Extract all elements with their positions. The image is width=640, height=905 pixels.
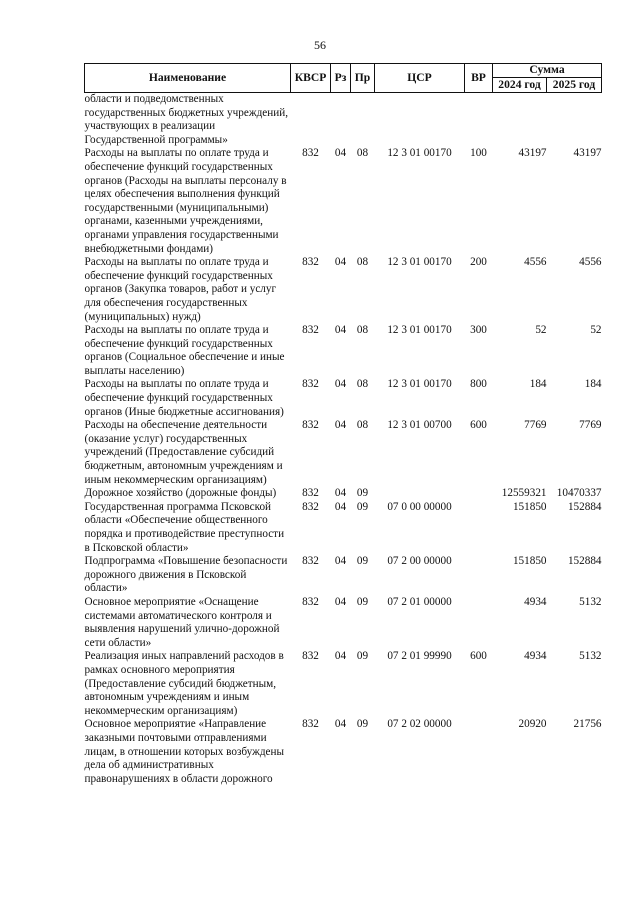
table-row	[85, 419, 602, 487]
cell-pr: 08	[356, 256, 369, 269]
cell-name: Основное мероприятие «Направление заказными почтовыми отправлениями лицам, в отношении которых возбуждены дела об административных правонарушениях в области дорожного	[84, 718, 284, 785]
cell-pr: 08	[356, 419, 369, 432]
cell-csr: 07 2 01 99990	[387, 650, 452, 663]
cell-sum-2025: 5132	[579, 650, 602, 663]
cell-csr: 12 3 01 00170	[387, 256, 452, 269]
cell-rz	[331, 93, 351, 148]
cell-sum-2024: 4934	[524, 650, 547, 663]
cell-rz: 04	[334, 650, 347, 663]
cell-csr: 07 0 00 00000	[387, 500, 452, 513]
cell-rz: 04	[334, 487, 347, 500]
cell-name: Расходы на выплаты по оплате труда и обеспечение функций государственных органов (Социальное обеспечение и иные выплаты населению)	[84, 324, 285, 377]
header-rz: Рз	[331, 64, 351, 93]
cell-name: Расходы на выплаты по оплате труда и обеспечение функций государственных органов (Закупка товаров, работ и услуг для обеспечения государственных (муниципальных) нужд)	[84, 256, 277, 323]
cell-sum-2025: 7769	[579, 419, 602, 432]
cell-kvsr: 832	[302, 650, 319, 663]
cell-sum-2024: 4934	[524, 595, 547, 608]
table-row	[85, 147, 602, 256]
header-name: Наименование	[85, 64, 291, 93]
header-sum: Сумма	[493, 64, 602, 78]
cell-csr: 07 2 00 00000	[387, 555, 452, 568]
cell-csr: 07 2 02 00000	[387, 718, 452, 731]
cell-kvsr: 832	[302, 487, 319, 500]
cell-vr: 300	[470, 324, 487, 337]
cell-vr	[465, 596, 493, 650]
cell-sum-2025: 21756	[573, 718, 602, 731]
cell-sum-2025: 152884	[567, 500, 602, 513]
cell-rz: 04	[334, 595, 347, 608]
cell-pr: 08	[356, 147, 369, 160]
cell-pr	[351, 93, 375, 148]
cell-rz: 04	[334, 419, 347, 432]
cell-csr	[375, 93, 465, 148]
cell-csr: 12 3 01 00170	[387, 147, 452, 160]
cell-vr: 600	[470, 650, 487, 663]
cell-csr	[375, 487, 465, 501]
cell-sum-2024: 43197	[518, 147, 547, 160]
cell-kvsr: 832	[302, 256, 319, 269]
header-pr: Пр	[351, 64, 375, 93]
cell-vr: 100	[470, 147, 487, 160]
cell-name: Основное мероприятие «Оснащение системами автоматического контроля и выявления нарушений улично-дорожной сети области»	[84, 595, 280, 649]
cell-csr: 07 2 01 00000	[387, 595, 452, 608]
cell-sum-2025: 184	[584, 378, 602, 391]
cell-pr: 08	[356, 378, 369, 391]
cell-kvsr: 832	[302, 500, 319, 513]
cell-vr	[465, 718, 493, 786]
cell-pr: 09	[356, 718, 369, 731]
cell-vr	[465, 555, 493, 596]
cell-name: Дорожное хозяйство (дорожные фонды)	[84, 487, 277, 500]
cell-sum-2025: 43197	[573, 147, 602, 160]
table-row	[85, 93, 602, 148]
cell-sum-2024: 151850	[512, 500, 547, 513]
header-csr: ЦСР	[375, 64, 465, 93]
cell-name: области и подведомственных государственных бюджетных учреждений, участвующих в реализации Государственной программы»	[84, 93, 288, 146]
header-year-2025: 2025 год	[547, 77, 602, 92]
table-row	[85, 256, 602, 324]
cell-pr: 08	[356, 324, 369, 337]
header-year-2024: 2024 год	[493, 77, 547, 92]
table-row	[85, 596, 602, 650]
cell-sum-2024: 20920	[518, 718, 547, 731]
cell-sum-2025: 4556	[579, 256, 602, 269]
cell-pr: 09	[356, 555, 369, 568]
table-header	[85, 64, 602, 93]
cell-csr: 12 3 01 00170	[387, 324, 452, 337]
table-row	[85, 650, 602, 718]
cell-name: Государственная программа Псковской области «Обеспечение общественного порядка и противодействие преступности в Псковской области»	[84, 500, 285, 554]
cell-vr: 200	[470, 256, 487, 269]
cell-sum-2024	[493, 93, 547, 148]
cell-rz: 04	[334, 256, 347, 269]
cell-kvsr: 832	[302, 595, 319, 608]
cell-vr	[465, 487, 493, 501]
cell-sum-2024: 52	[535, 324, 547, 337]
cell-name: Подпрограмма «Повышение безопасности дорожного движения в Псковской области»	[84, 555, 288, 595]
table-body	[85, 93, 602, 787]
cell-kvsr: 832	[302, 324, 319, 337]
cell-name: Расходы на обеспечение деятельности (оказание услуг) государственных учреждений (Предоставление субсидий бюджетным, автономным учреждениям и иным некоммерческим организациям)	[84, 419, 283, 486]
budget-table	[84, 63, 602, 786]
cell-rz: 04	[334, 500, 347, 513]
cell-pr: 09	[356, 650, 369, 663]
cell-kvsr: 832	[302, 419, 319, 432]
cell-vr	[465, 93, 493, 148]
cell-pr: 09	[356, 487, 369, 500]
cell-rz: 04	[334, 324, 347, 337]
cell-pr: 09	[356, 500, 369, 513]
cell-rz: 04	[334, 378, 347, 391]
table-row	[85, 555, 602, 596]
cell-csr: 12 3 01 00170	[387, 378, 452, 391]
cell-name: Расходы на выплаты по оплате труда и обеспечение функций государственных органов (Расходы на выплаты персоналу в целях обеспечения выполнения функций государственными (муниципальными) органами, казенными учреждениями, органами управления государственными внебюджетными фондами)	[84, 147, 287, 255]
cell-name: Расходы на выплаты по оплате труда и обеспечение функций государственных органов (Иные бюджетные ассигнования)	[84, 378, 284, 418]
table-row	[85, 501, 602, 555]
table-row	[85, 718, 602, 786]
cell-kvsr: 832	[302, 555, 319, 568]
cell-kvsr: 832	[302, 147, 319, 160]
cell-sum-2024: 184	[529, 378, 547, 391]
table-row	[85, 487, 602, 501]
header-kvsr: КВСР	[291, 64, 331, 93]
table-row	[85, 378, 602, 419]
cell-sum-2024: 7769	[524, 419, 547, 432]
cell-sum-2024: 151850	[512, 555, 547, 568]
cell-rz: 04	[334, 718, 347, 731]
cell-sum-2024: 12559321	[501, 487, 547, 500]
table-row	[85, 324, 602, 378]
cell-kvsr: 832	[302, 378, 319, 391]
header-vr: ВР	[465, 64, 493, 93]
cell-csr: 12 3 01 00700	[387, 419, 452, 432]
cell-rz: 04	[334, 147, 347, 160]
cell-sum-2025: 10470337	[556, 487, 602, 500]
cell-sum-2025: 52	[590, 324, 602, 337]
cell-sum-2024: 4556	[524, 256, 547, 269]
cell-vr: 600	[470, 419, 487, 432]
cell-vr	[465, 501, 493, 555]
page-number: 56	[314, 38, 326, 52]
cell-name: Реализация иных направлений расходов в рамках основного мероприятия (Предоставление субсидий бюджетным, автономным учреждениям и иным некоммерческим организациям)	[84, 650, 284, 717]
cell-kvsr: 832	[302, 718, 319, 731]
cell-kvsr	[291, 93, 331, 148]
cell-vr: 800	[470, 378, 487, 391]
cell-sum-2025	[547, 93, 602, 148]
cell-rz: 04	[334, 555, 347, 568]
cell-sum-2025: 5132	[579, 595, 602, 608]
cell-sum-2025: 152884	[567, 555, 602, 568]
cell-pr: 09	[356, 595, 369, 608]
